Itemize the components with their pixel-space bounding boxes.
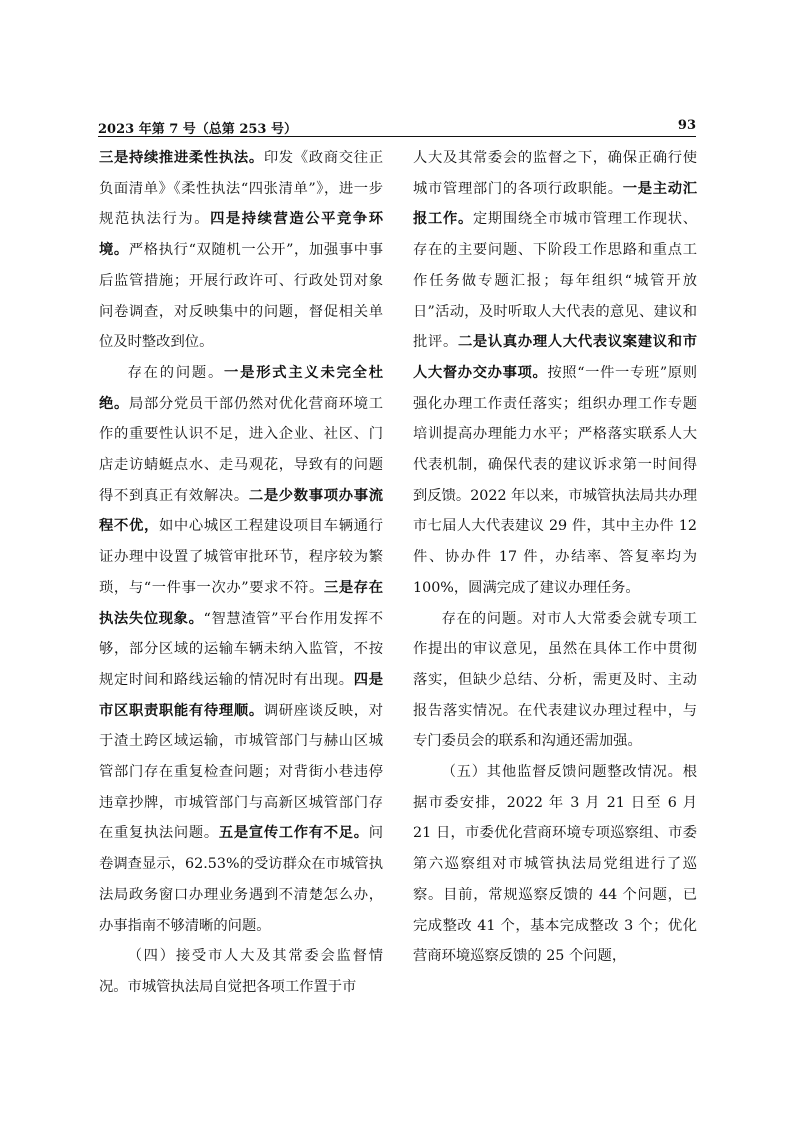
paragraph [413,143,697,604]
body-text: 问卷调查显示，62.53%的受访群众在市城管执法局政务窗口办理业务遇到不清楚怎么办，办事指南不够清晰的问题。 [99,825,384,934]
body-text: 按照“一件一专班”原则强化办理工作责任落实；组织办理工作专题培训提高办理能力水平；严格落实联系人大代表机制，确保代表的建议诉求第一时间得到反馈。2022 年以来，市城管执法局共办理市七届人大代表建议 29 件，其中主办件 12 件、协办件 17 件，办结率、答复率均为 100%，圆满完成了建议办理任务。 [413,364,697,596]
bold-phrase: 四是持续营造公平竞争环境。 [99,211,384,259]
body-text: 市城管执法局自觉把各项工作置于市 [127,978,357,995]
bold-phrase: 四是市区职责职能有待理顺。 [99,671,383,719]
right-column [413,143,697,972]
bold-phrase: 二是认真办理人大代表议案建议和市人大督办交办事项。 [413,334,698,381]
body-text: 印发《政商交往正负面清单》《柔性执法“四张清单”》，进一步规范执法行为。 [99,150,384,228]
bold-phrase: 二是少数事项办事流程不优， [99,487,384,535]
bold-phrase: 三是持续推进柔性执法。 [99,150,264,166]
body-text: “智慧渣管”平台作用发挥不够，部分区域的运输车辆未纳入监管，不按规定时间和路线运输的情况时有出现。 [99,610,383,688]
section-heading: （四）接受市人大及其常委会监督情况。 [99,948,383,995]
paragraph [99,941,383,1002]
body-text: 存在的问题。 [127,364,225,381]
page-number: 93 [677,118,696,133]
body-text: 严格执行“双随机一公开”，加强事中事后监管措施；开展行政许可、行政处罚对象问卷调查，对反映集中的问题，督促相关单位及时整改到位。 [99,242,384,351]
header-rule [98,136,696,137]
bold-phrase: 一是形式主义未完全杜绝。 [99,364,384,412]
bold-phrase: 一是主动汇报工作。 [413,180,698,228]
body-text: 定期围绕全市城市管理工作现状、存在的主要问题、下阶段工作思路和重点工作任务做专题汇报；每年组织“城管开放日”活动，及时听取人大代表的意见、建议和批评。 [413,211,698,351]
paragraph [413,757,697,972]
body-text: 调研座谈反映，对于渣土跨区域运输，市城管部门与赫山区城管部门存在重复检查问题；对背街小巷违停违章抄牌，市城管部门与高新区城管部门存在重复执法问题。 [99,702,384,842]
body-text: 存在的问题。对市人大常委会就专项工作提出的审议意见，虽然在具体工作中贯彻落实，但缺少总结、分析，需更及时、主动报告落实情况。在代表建议办理过程中，与专门委员会的联系和沟通还需加强。 [413,610,697,750]
bold-phrase: 三是存在执法失位现象。 [99,579,383,627]
paragraph [413,604,697,758]
bold-phrase: 五是宣传工作有不足。 [218,825,369,842]
running-header [98,117,696,137]
section-heading: （五）其他监督反馈问题整改情况。 [441,764,683,781]
left-column [99,143,383,1003]
body-text: 如中心城区工程建设项目车辆通行证办理中设置了城管审批环节，程序较为繁琐，与“一件事一次办”要求不符。 [99,518,384,596]
paragraph [99,143,383,358]
body-text: 人大及其常委会的监督之下，确保正确行使城市管理部门的各项行政职能。 [413,150,697,197]
body-text: 根据市委安排，2022 年 3 月 21 日至 6 月 21 日，市委优化营商环境专项巡察组、市委第六巡察组对市城管执法局党组进行了巡察。目前，常规巡察反馈的 44 个问题，已完成整改 41 个，基本完成整改 3 个；优化营商环境巡察反馈的 25 个问题， [413,764,697,965]
paragraph [99,358,383,941]
issue-label: 2023 年第 7 号（总第 253 号） [98,122,297,137]
body-text: 局部分党员干部仍然对优化营商环境工作的重要性认识不足，进入企业、社区、门店走访蜻蜓点水、走马观花，导致有的问题得不到真正有效解决。 [99,395,383,504]
